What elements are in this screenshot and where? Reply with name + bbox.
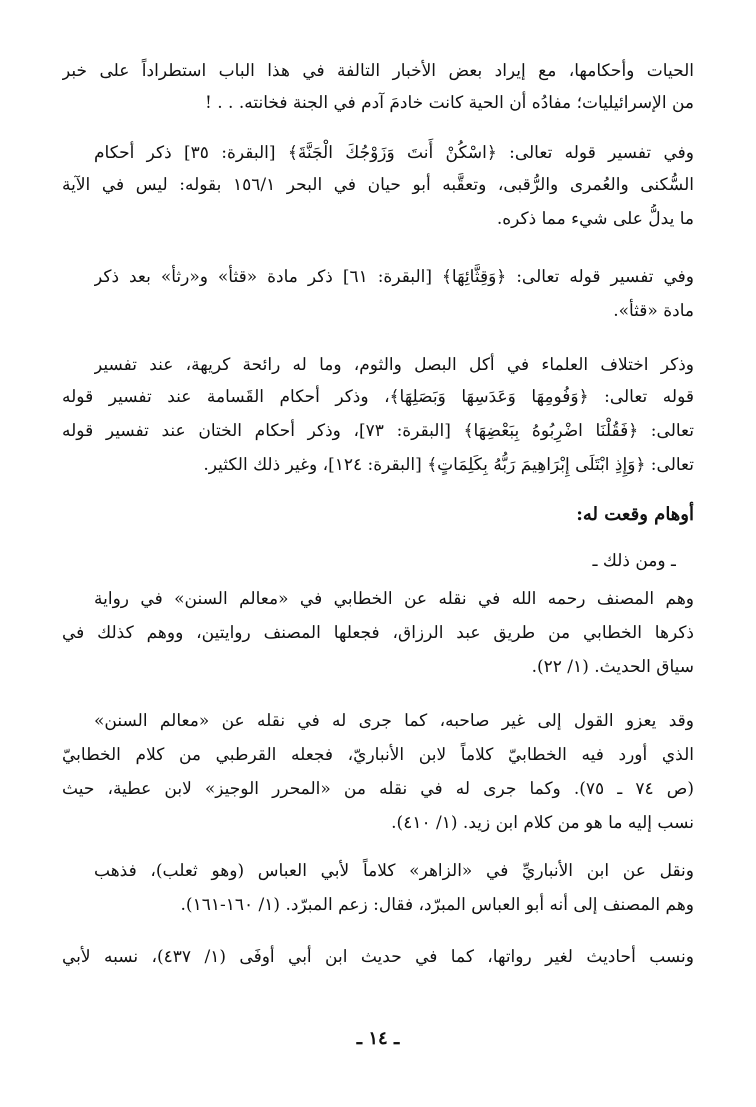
text-line: ذكرها الخطابي من طريق عبد الرزاق، فجعلها المصنف روايتين، ووهم كذلك في <box>62 623 694 643</box>
text-line: السُّكنى والعُمرى والرُّقبى، وتعقَّبه أبو حيان في البحر ١٥٦/١ بقوله: ليس في الآية <box>62 175 694 195</box>
text-line: ونسب أحاديث لغير رواتها، كما في حديث ابن أبي أوفَى (١/ ٤٣٧)، نسبه لأبي <box>62 947 694 967</box>
text-line: وذكر اختلاف العلماء في أكل البصل والثوم، وما له رائحة كريهة، عند تفسير <box>94 355 694 375</box>
text-line: ونقل عن ابن الأنباريِّ في «الزاهر» كلاماً لأبي العباس (وهو ثعلب)، فذهب <box>94 861 694 881</box>
text-line: الذي أورد فيه الخطابيّ كلاماً لابن الأنباريّ، فجعله القرطبي من كلام الخطابيّ <box>62 745 694 765</box>
text-line: تعالى: ﴿وَإِذِ ابْتَلَى إِبْرَاهِيمَ رَبُّهُ بِكَلِمَاتٍ﴾ [البقرة: ١٢٤]، وغير ذلك الكثير. <box>203 455 694 475</box>
text-line: وهم المصنف رحمه الله في نقله عن الخطابي في «معالم السنن» في رواية <box>94 589 694 609</box>
text-line: وقد يعزو القول إلى غير صاحبه، كما جرى له في نقله عن «معالم السنن» <box>94 711 694 731</box>
text-line: ـ ومن ذلك ـ <box>592 551 676 571</box>
text-line: نسب إليه ما هو من كلام ابن زيد. (١/ ٤١٠). <box>391 813 694 833</box>
text-line: (ص ٧٤ ـ ٧٥). وكما جرى له في نقله من «المحرر الوجيز» لابن عطية، حيث <box>62 779 694 799</box>
page-number: ـ ١٤ ـ <box>356 1028 400 1049</box>
text-line: من الإسرائيليات؛ مفادُه أن الحية كانت خادمَ آدم في الجنة فخانته. . . ! <box>205 93 694 113</box>
text-line: وفي تفسير قوله تعالى: ﴿اسْكُنْ أَنتَ وَزَوْجُكَ الْجَنَّةَ﴾ [البقرة: ٣٥] ذكر أحكام <box>94 143 694 163</box>
text-line: سياق الحديث. (١/ ٢٢). <box>531 657 694 677</box>
text-line: قوله تعالى: ﴿وَفُومِهَا وَعَدَسِهَا وَبَصَلِهَا﴾، وذكر أحكام القَسامة عند تفسير قوله <box>62 387 694 407</box>
text-line: الحيات وأحكامها، مع إيراد بعض الأخبار التالفة في هذا الباب استطراداً على خبر <box>62 61 694 81</box>
text-line: وهم المصنف إلى أنه أبو العباس المبرّد، فقال: زعم المبرّد. (١/ ١٦٠-١٦١). <box>180 895 694 915</box>
text-line: تعالى: ﴿فَقُلْنَا اضْرِبُوهُ بِبَعْضِهَا﴾ [البقرة: ٧٣]، وذكر أحكام الختان عند تفسير قوله <box>62 421 694 441</box>
section-heading: أوهام وقعت له: <box>576 504 694 525</box>
text-line: ما يدلُّ على شيء مما ذكره. <box>496 209 694 229</box>
text-line: مادة «قثأ». <box>613 301 694 321</box>
text-line: وفي تفسير قوله تعالى: ﴿وَقِثَّائِهَا﴾ [البقرة: ٦١] ذكر مادة «قثأ» و«رثأ» بعد ذكر <box>94 267 694 287</box>
